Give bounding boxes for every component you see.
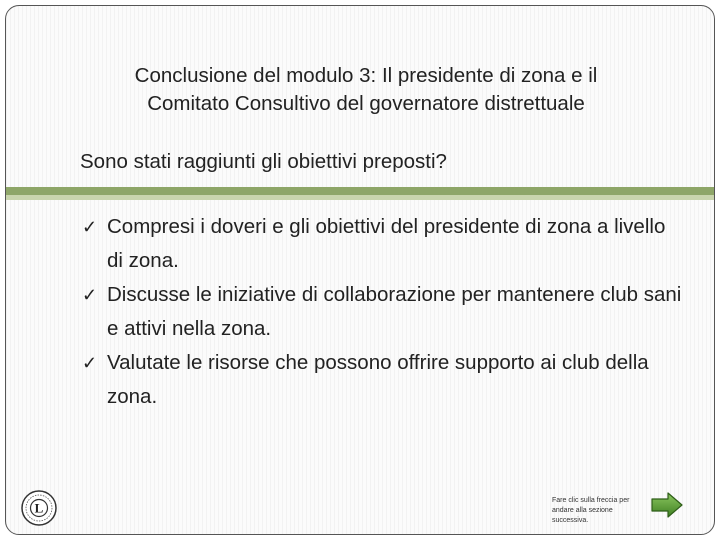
lions-club-logo-icon (21, 490, 57, 526)
list-item-text: Valutate le risorse che possono offrire supporto ai club della zona. (107, 351, 649, 408)
checkmark-icon: ✓ (82, 285, 98, 305)
next-section-arrow-icon[interactable] (649, 490, 685, 520)
objectives-question: Sono stati raggiunti gli obiettivi preposti? (80, 150, 447, 173)
divider-band-light (6, 195, 714, 200)
list-item (82, 278, 682, 346)
title-line-2: Comitato Consultivo del governatore distrettuale (147, 92, 585, 115)
list-item-text: Discusse le iniziative di collaborazione per mantenere club sani e attivi nella zona. (107, 283, 682, 340)
divider-band (6, 187, 714, 195)
logo-letter: L (34, 500, 44, 516)
list-item (82, 210, 682, 278)
list-item (82, 346, 682, 414)
slide-title (46, 62, 686, 118)
checkmark-icon: ✓ (82, 353, 98, 373)
slide (5, 5, 715, 535)
objectives-list (82, 210, 682, 414)
title-line-1: Conclusione del modulo 3: Il presidente di zona e il (134, 64, 598, 87)
checkmark-icon: ✓ (82, 217, 98, 237)
nav-hint: Fare clic sulla freccia per andare alla sezione successiva. (552, 497, 630, 524)
list-item-text: Compresi i doveri e gli obiettivi del presidente di zona a livello di zona. (107, 215, 666, 272)
